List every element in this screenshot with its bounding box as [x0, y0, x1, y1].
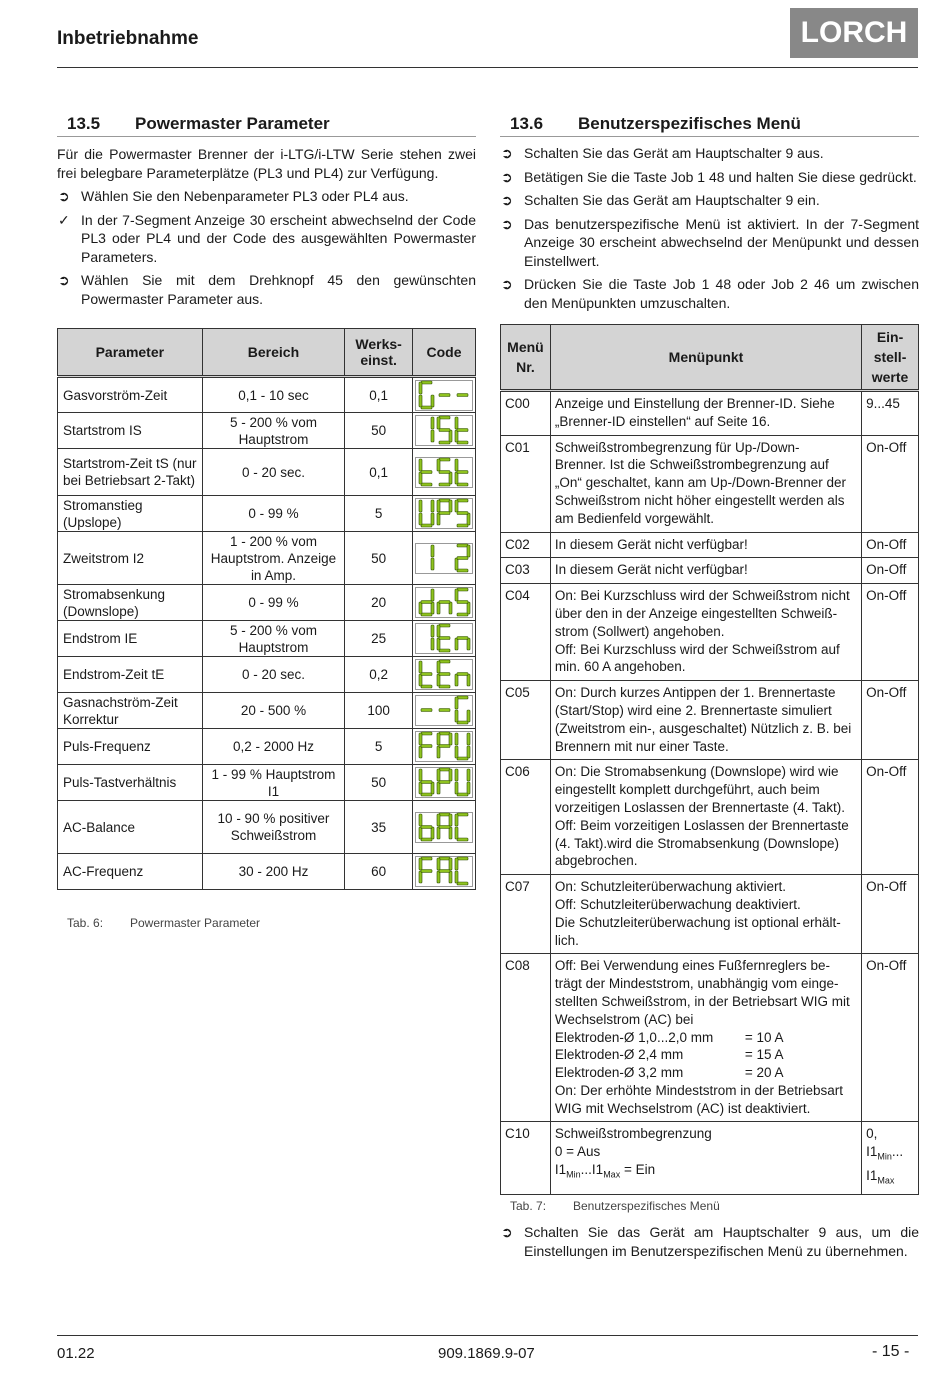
- range-cell: 0,2 - 2000 Hz: [202, 729, 345, 765]
- table-row: [501, 584, 919, 681]
- table-row: [58, 854, 476, 890]
- instruction-bullet: [500, 191, 919, 210]
- setting-value-cell: 9...45: [862, 391, 919, 436]
- menu-item-cell: [550, 875, 861, 954]
- menu-item-line: Brenner. Ist die Schweißstrombegrenzung auf: [554, 457, 829, 473]
- parameter-cell: AC-Frequenz: [58, 854, 203, 890]
- section-powermaster-parameter: [57, 112, 476, 930]
- menu-item-cell: [550, 391, 861, 436]
- code-cell: [413, 693, 476, 729]
- code-cell: [413, 585, 476, 621]
- closing-instruction: [500, 1223, 919, 1260]
- header-divider: [57, 67, 918, 68]
- parameter-cell: Puls-Tastverhältnis: [58, 765, 203, 801]
- code-cell: [413, 801, 476, 854]
- range-cell: 30 - 200 Hz: [202, 854, 345, 890]
- segment-display: [413, 812, 475, 843]
- code-cell: [413, 621, 476, 657]
- text-part: ...I1: [580, 1162, 604, 1178]
- table-row: [501, 681, 919, 760]
- footer-page-number: - 15 -: [872, 1343, 910, 1360]
- seven-segment-code-icon: [415, 731, 473, 762]
- intro-paragraph: Für die Powermaster Brenner der i-LTG/i-LTW Serie stehen zwei frei belegbare Parameterplätze (PL3 und PL4) zur Verfügung.: [57, 146, 476, 181]
- section-heading-13-5: [57, 112, 476, 137]
- code-cell: [413, 449, 476, 496]
- segment-display: [413, 659, 475, 690]
- arrow-bullet-icon: ➲: [58, 188, 70, 204]
- bullet-text: In der 7-Segment Anzeige 30 erscheint abwechselnd der Code PL3 oder PL4 und der Code des ausgewählten Powermaster Parameters.: [81, 211, 476, 265]
- arrow-bullet-icon: ➲: [501, 192, 513, 208]
- table-row: [501, 760, 919, 875]
- segment-display: [413, 380, 475, 411]
- segment-display: [413, 695, 475, 726]
- text-part: I1: [866, 1144, 878, 1160]
- menu-item-line: On: Durch kurzes Antippen der 1. Brennertaste: [554, 685, 836, 701]
- seven-segment-code-icon: [415, 695, 473, 726]
- setting-value-cell: [862, 1122, 919, 1195]
- setting-value-cell: On-Off: [862, 954, 919, 1122]
- menu-number-cell: C06: [501, 760, 551, 875]
- menu-item-line: über den in der Anzeige eingestellten Schweiß-: [554, 605, 838, 621]
- caption-text: Powermaster Parameter: [130, 916, 261, 930]
- menu-item-line: eingestellt komplett durchgeführt, auch beim: [554, 782, 820, 798]
- setting-value-cell: On-Off: [862, 875, 919, 954]
- menu-item-line: Anzeige und Einstellung der Brenner-ID. Siehe: [554, 396, 835, 411]
- segment-display: [413, 587, 475, 618]
- range-cell: 0 - 20 sec.: [202, 449, 345, 496]
- text-part: = Ein: [620, 1162, 656, 1178]
- subscript: Min: [566, 1169, 581, 1180]
- instruction-list: [500, 144, 919, 312]
- menu-item-line: 0 = Aus: [554, 1144, 601, 1160]
- menu-item-line: (Start/Stop) wird eine 2. Brennertaste simuliert: [554, 702, 832, 718]
- instruction-bullet: [500, 215, 919, 271]
- menu-number-cell: C04: [501, 584, 551, 681]
- bullet-text: Betätigen Sie die Taste Job 1 48 und halten Sie diese gedrückt.: [524, 168, 917, 185]
- segment-display: [413, 731, 475, 762]
- menu-number-cell: C02: [501, 532, 551, 558]
- bullet-text: Wählen Sie mit dem Drehknopf 45 den gewünschten Powermaster Parameter aus.: [81, 272, 476, 307]
- powermaster-parameter-table: [57, 328, 476, 890]
- menu-item-cell: [550, 760, 861, 875]
- menu-item-line: trägt der Mindeststrom, unabhängig vom einge-: [554, 976, 839, 992]
- seven-segment-code-icon: [415, 587, 473, 618]
- column-header-range: Bereich: [202, 329, 345, 377]
- instruction-bullet: [57, 187, 476, 206]
- seven-segment-code-icon: [415, 380, 473, 411]
- section-user-menu: [500, 112, 919, 1260]
- menu-number-cell: C07: [501, 875, 551, 954]
- menu-item-cell: [550, 532, 861, 558]
- bullet-text: Das benutzerspezifische Menü ist aktiviert. In der 7-Segment Anzeige 30 erscheint abwechselnd der Menüpunkt und dessen Einstellwert.: [524, 215, 919, 269]
- parameter-cell: Endstrom-Zeit tE: [58, 657, 203, 693]
- range-cell: 1 - 200 % vom Hauptstrom. Anzeige in Amp.: [202, 532, 345, 585]
- menu-item-line: WIG mit Wechselstrom (AC) ist deaktiviert.: [554, 1100, 811, 1116]
- instruction-bullet: [57, 271, 476, 308]
- menu-item-line: lich.: [554, 932, 579, 948]
- arrow-bullet-icon: ➲: [501, 215, 513, 232]
- default-cell: 25: [345, 621, 413, 657]
- section-title: Benutzerspezifisches Menü: [578, 114, 801, 133]
- table-row: [501, 558, 919, 584]
- result-bullet: [57, 211, 476, 267]
- setting-value-cell: On-Off: [862, 532, 919, 558]
- seven-segment-code-icon: [415, 457, 473, 488]
- table-row: [58, 585, 476, 621]
- menu-item-line: (4. Takt).wird die Stromabsenkung (Downslope): [554, 835, 840, 851]
- setting-value-cell: On-Off: [862, 558, 919, 584]
- table-row: [58, 693, 476, 729]
- subscript: Max: [603, 1169, 621, 1180]
- value-line: [866, 1167, 914, 1190]
- code-cell: [413, 413, 476, 449]
- default-cell: 35: [345, 801, 413, 854]
- default-cell: 0,1: [345, 377, 413, 413]
- table-row: [58, 532, 476, 585]
- menu-item-line: [555, 1161, 857, 1184]
- menu-item-cell: [550, 681, 861, 760]
- parameter-cell: Gasvorström-Zeit: [58, 377, 203, 413]
- menu-item-cell: [550, 1122, 861, 1195]
- subscript: Min: [877, 1151, 892, 1162]
- section-title: Powermaster Parameter: [135, 114, 330, 133]
- menu-item-cell: [550, 558, 861, 584]
- instruction-bullet: [500, 144, 919, 163]
- parameter-cell: Puls-Frequenz: [58, 729, 203, 765]
- section-heading-13-6: [500, 112, 919, 137]
- instruction-bullet: [500, 275, 919, 312]
- electrode-current-row: [555, 1064, 857, 1082]
- setting-value-cell: On-Off: [862, 760, 919, 875]
- menu-item-line: On: Bei Kurzschluss wird der Schweißstrom nicht: [554, 588, 850, 604]
- arrow-bullet-icon: ➲: [501, 168, 513, 185]
- user-menu-table: [500, 324, 919, 1195]
- minimum-current: = 20 A: [744, 1065, 784, 1081]
- value-line: 0,: [866, 1126, 878, 1142]
- code-cell: [413, 657, 476, 693]
- bullet-text: Wählen Sie den Nebenparameter PL3 oder PL4 aus.: [81, 188, 409, 204]
- segment-display: [413, 415, 475, 446]
- table-row: [58, 765, 476, 801]
- table-header-row: [501, 325, 919, 391]
- menu-item-cell: [550, 954, 861, 1122]
- segment-display: [413, 457, 475, 488]
- segment-display: [413, 623, 475, 654]
- menu-item-cell: [550, 584, 861, 681]
- menu-item-line: Brennern mit nur einer Taste.: [554, 738, 729, 754]
- text-part: I1: [554, 1162, 567, 1178]
- range-cell: 20 - 500 %: [202, 693, 345, 729]
- table-row: [58, 377, 476, 413]
- menu-item-line: Off: Beim vorzeitigen Loslassen der Brennertaste: [554, 817, 849, 833]
- code-cell: [413, 377, 476, 413]
- segment-display: [413, 543, 475, 574]
- menu-item-line: „Brenner-ID einstellen“ auf Seite 16.: [554, 413, 771, 429]
- range-cell: 5 - 200 % vom Hauptstrom: [202, 413, 345, 449]
- default-cell: 5: [345, 729, 413, 765]
- section-number: 13.6: [510, 114, 544, 133]
- electrode-diameter: Elektroden-Ø 3,2 mm: [554, 1065, 684, 1081]
- seven-segment-code-icon: [415, 812, 473, 843]
- menu-number-cell: C03: [501, 558, 551, 584]
- arrow-bullet-icon: ➲: [501, 276, 513, 292]
- range-cell: 0 - 20 sec.: [202, 657, 345, 693]
- setting-value-cell: On-Off: [862, 435, 919, 532]
- default-cell: 60: [345, 854, 413, 890]
- default-cell: 100: [345, 693, 413, 729]
- range-cell: 10 - 90 % positiver Schweißstrom: [202, 801, 345, 854]
- menu-number-cell: C01: [501, 435, 551, 532]
- menu-item-line: „On“ geschaltet, kann am Up-/Down-Brenner der: [554, 475, 847, 491]
- parameter-cell: Stromanstieg (Upslope): [58, 496, 203, 532]
- seven-segment-code-icon: [415, 543, 473, 574]
- footer-date: 01.22: [57, 1345, 95, 1362]
- menu-number-cell: C00: [501, 391, 551, 436]
- table-row: [58, 729, 476, 765]
- table-header-row: [58, 329, 476, 377]
- table-row: [501, 1122, 919, 1195]
- bullet-text: Schalten Sie das Gerät am Hauptschalter 9 aus.: [524, 145, 824, 161]
- seven-segment-code-icon: [415, 659, 473, 690]
- menu-item-line: am Bedienfeld vorgewählt.: [554, 510, 714, 526]
- column-header-setting-values: Ein- stell- werte: [862, 325, 919, 391]
- default-cell: 50: [345, 413, 413, 449]
- table-row: [58, 413, 476, 449]
- column-header-menu-nr: Menü Nr.: [501, 325, 551, 391]
- segment-display: [413, 856, 475, 887]
- parameter-cell: Stromabsenkung (Downslope): [58, 585, 203, 621]
- code-cell: [413, 729, 476, 765]
- minimum-current: = 10 A: [744, 1029, 784, 1045]
- default-cell: 0,1: [345, 449, 413, 496]
- menu-item-line: Wechselstrom (AC) bei: [554, 1011, 694, 1027]
- default-cell: 20: [345, 585, 413, 621]
- range-cell: 5 - 200 % vom Hauptstrom: [202, 621, 345, 657]
- instruction-bullet: [500, 168, 919, 187]
- seven-segment-code-icon: [415, 415, 473, 446]
- menu-item-line: Off: Bei Verwendung eines Fußfernreglers be-: [554, 958, 831, 974]
- code-cell: [413, 765, 476, 801]
- menu-item-line: min. 60 A angehoben.: [554, 659, 686, 675]
- column-header-code: Code: [413, 329, 476, 377]
- electrode-current-row: [555, 1029, 857, 1047]
- table-row: [501, 954, 919, 1122]
- lorch-logo: LORCH: [790, 8, 918, 58]
- table-row: [501, 532, 919, 558]
- menu-item-line: (Zweitstrom ein-, ausgeschaltet) Nützlich z. B. bei: [554, 720, 852, 736]
- column-header-default: Werks-einst.: [345, 329, 413, 377]
- subscript: Max: [877, 1175, 895, 1186]
- parameter-cell: AC-Balance: [58, 801, 203, 854]
- menu-item-line: vorzeitigen Loslassen der Brennertaste (4. Takt).: [554, 799, 846, 815]
- menu-item-line: strom (Sollwert) angehoben.: [554, 623, 725, 639]
- menu-item-line: In diesem Gerät nicht verfügbar!: [554, 536, 748, 552]
- menu-item-line: Die Schutzleiterüberwachung ist optional erhält-: [554, 914, 841, 930]
- menu-item-line: On: Die Stromabsenkung (Downslope) wird wie: [554, 764, 839, 780]
- parameter-cell: Startstrom IS: [58, 413, 203, 449]
- seven-segment-code-icon: [415, 856, 473, 887]
- table-row: [501, 435, 919, 532]
- checkmark-icon: ✓: [58, 211, 70, 228]
- menu-number-cell: C08: [501, 954, 551, 1122]
- menu-item-line: On: Schutzleiterüberwachung aktiviert.: [554, 879, 787, 895]
- setting-value-cell: On-Off: [862, 681, 919, 760]
- bullet-text: Schalten Sie das Gerät am Hauptschalter 9 aus, um die Einstellungen im Benutzerspezifischen Menü zu übernehmen.: [524, 1224, 919, 1259]
- segment-display: [413, 767, 475, 798]
- parameter-cell: Startstrom-Zeit tS (nur bei Betriebsart 2-Takt): [58, 449, 203, 496]
- arrow-bullet-icon: ➲: [501, 145, 513, 161]
- default-cell: 5: [345, 496, 413, 532]
- segment-display: [413, 498, 475, 529]
- menu-item-cell: [550, 435, 861, 532]
- section-number: 13.5: [67, 114, 101, 133]
- menu-item-line: Schweißstrom nicht höher eingestellt werden als: [554, 492, 845, 508]
- page-header-title: Inbetriebnahme: [57, 28, 199, 49]
- table-row: [58, 449, 476, 496]
- caption-text: Benutzerspezifisches Menü: [573, 1199, 720, 1214]
- setting-value-cell: On-Off: [862, 584, 919, 681]
- seven-segment-code-icon: [415, 498, 473, 529]
- menu-number-cell: C05: [501, 681, 551, 760]
- bullet-text: Schalten Sie das Gerät am Hauptschalter 9 ein.: [524, 192, 820, 208]
- table-row: [58, 621, 476, 657]
- text-part: ...: [891, 1144, 904, 1160]
- menu-item-line: In diesem Gerät nicht verfügbar!: [554, 562, 748, 578]
- parameter-cell: Endstrom IE: [58, 621, 203, 657]
- range-cell: 0 - 99 %: [202, 585, 345, 621]
- footer-document-number: 909.1869.9-07: [438, 1345, 535, 1362]
- default-cell: 0,2: [345, 657, 413, 693]
- arrow-bullet-icon: ➲: [501, 1224, 513, 1241]
- menu-item-line: Off: Bei Kurzschluss wird der Schweißstrom auf: [554, 641, 840, 657]
- footer-divider: [57, 1335, 918, 1336]
- seven-segment-code-icon: [415, 767, 473, 798]
- table-row: [58, 801, 476, 854]
- seven-segment-code-icon: [415, 623, 473, 654]
- table-row: [58, 496, 476, 532]
- electrode-diameter: Elektroden-Ø 1,0...2,0 mm: [554, 1029, 714, 1045]
- menu-item-line: Schweißstrombegrenzung für Up-/Down-: [554, 439, 800, 455]
- column-header-parameter: Parameter: [58, 329, 203, 377]
- parameter-cell: Zweitstrom I2: [58, 532, 203, 585]
- range-cell: 1 - 99 % Hauptstrom I1: [202, 765, 345, 801]
- code-cell: [413, 854, 476, 890]
- minimum-current: = 15 A: [744, 1047, 784, 1063]
- table-row: [501, 391, 919, 436]
- default-cell: 50: [345, 532, 413, 585]
- menu-item-line: Off: Schutzleiterüberwachung deaktiviert.: [554, 896, 801, 912]
- default-cell: 50: [345, 765, 413, 801]
- table-caption: [57, 916, 260, 930]
- menu-item-line: stellten Schweißstrom, in der Betriebsart WIG mit: [554, 993, 850, 1009]
- menu-item-line: abgebrochen.: [554, 853, 638, 869]
- caption-label: Tab. 7:: [510, 1199, 547, 1214]
- code-cell: [413, 532, 476, 585]
- caption-label: Tab. 6:: [67, 916, 104, 930]
- text-part: I1: [866, 1167, 878, 1183]
- column-header-menu-item: Menüpunkt: [550, 325, 861, 391]
- menu-item-line: On: Der erhöhte Mindeststrom in der Betriebsart: [554, 1082, 844, 1098]
- table-row: [58, 657, 476, 693]
- menu-item-line: Schweißstrombegrenzung: [554, 1126, 712, 1142]
- arrow-bullet-icon: ➲: [58, 272, 70, 288]
- table-caption: [500, 1199, 919, 1213]
- bullet-text: Drücken Sie die Taste Job 1 48 oder Job 2 46 um zwischen den Menüpunkten umzuschalten.: [524, 276, 919, 311]
- table-row: [501, 875, 919, 954]
- parameter-cell: Gasnachström-Zeit Korrektur: [58, 693, 203, 729]
- value-line: [866, 1143, 914, 1166]
- range-cell: 0,1 - 10 sec: [202, 377, 345, 413]
- electrode-diameter: Elektroden-Ø 2,4 mm: [554, 1047, 684, 1063]
- menu-number-cell: C10: [501, 1122, 551, 1195]
- electrode-current-row: [555, 1046, 857, 1064]
- code-cell: [413, 496, 476, 532]
- range-cell: 0 - 99 %: [202, 496, 345, 532]
